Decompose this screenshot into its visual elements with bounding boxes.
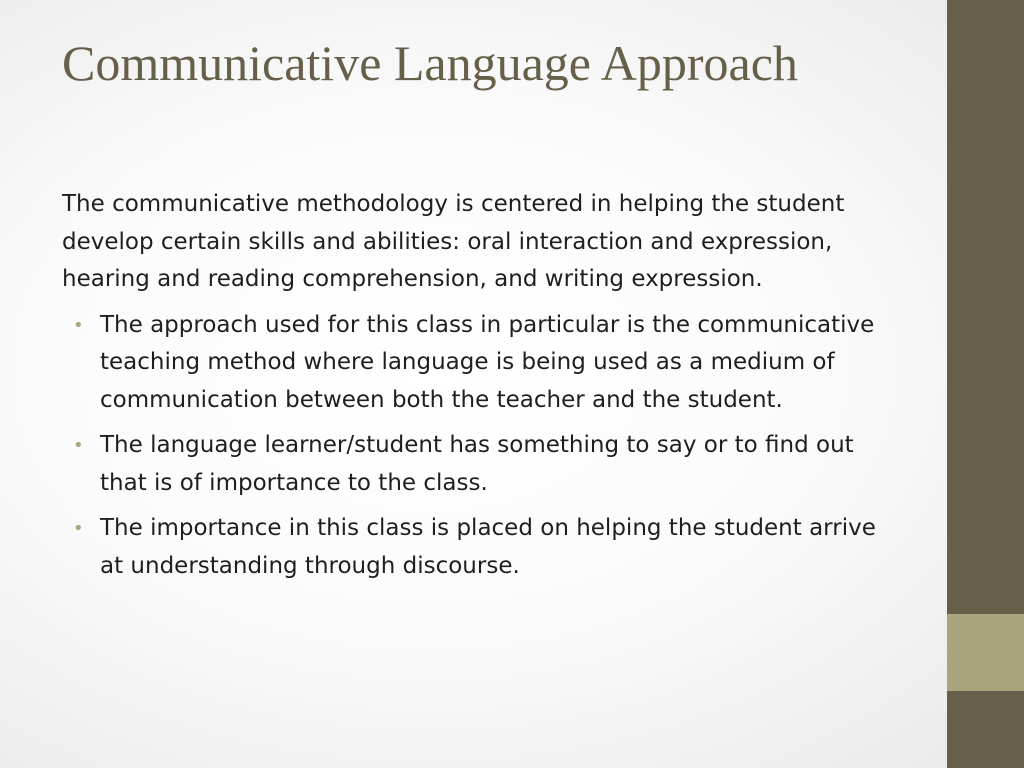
bullet-text: The language learner/student has something to say or to find out that is of importance to the class. <box>100 432 854 496</box>
bullet-item <box>62 307 892 420</box>
bullet-list <box>62 307 892 586</box>
intro-paragraph: The communicative methodology is centered in helping the student develop certain skills and abilities: oral interaction and expression, hearing and reading comprehension, and writing expression. <box>62 191 845 292</box>
slide-body <box>62 186 892 593</box>
bullet-icon: • <box>73 314 84 336</box>
bullet-item <box>62 510 892 585</box>
bullet-icon: • <box>73 518 84 539</box>
slide-title: Communicative Language Approach <box>62 35 798 91</box>
bullet-item <box>62 427 892 502</box>
side-accent-block <box>947 614 1024 691</box>
bullet-text: The approach used for this class in particular is the communicative teaching method where language is being used as a medium of communication between both the teacher and the student. <box>100 311 875 413</box>
bullet-text: The importance in this class is placed on helping the student arrive at understanding through discourse. <box>100 515 876 579</box>
bullet-icon: • <box>73 435 84 456</box>
